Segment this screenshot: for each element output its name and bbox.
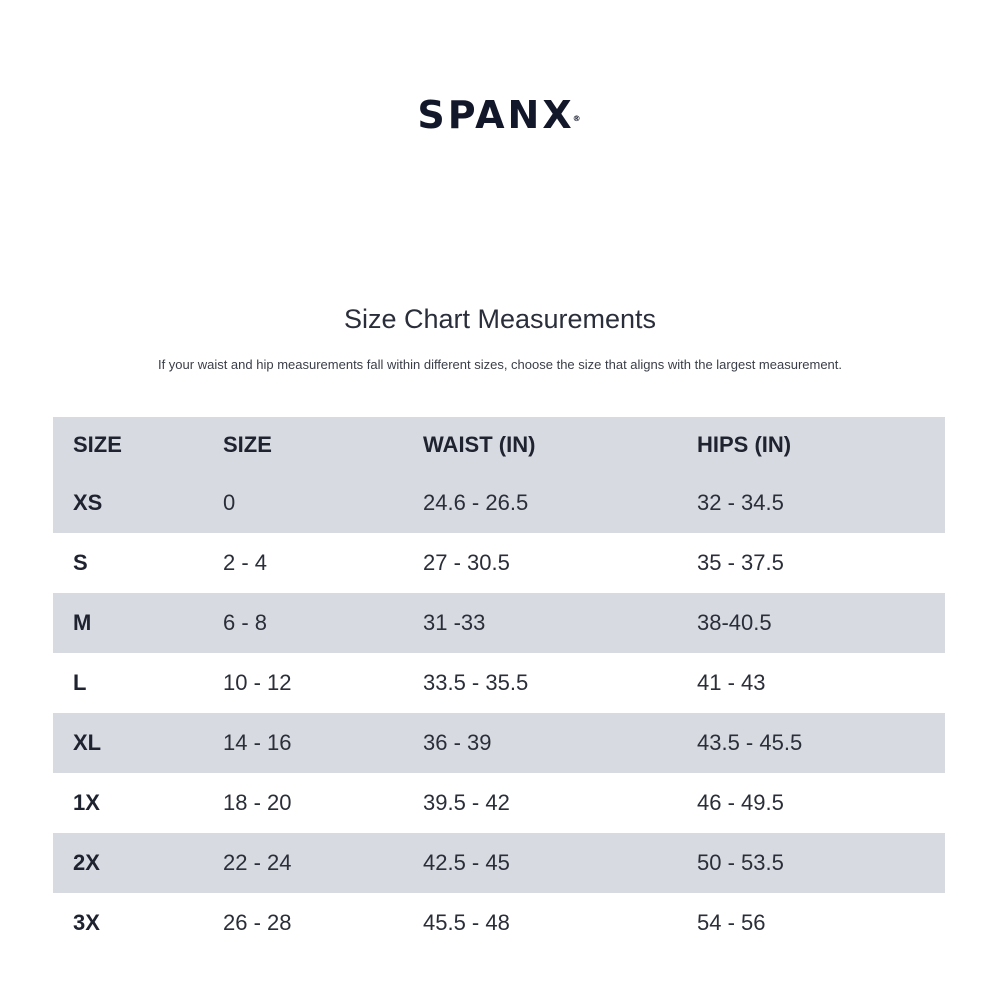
cell-waist: 36 - 39 (423, 730, 492, 755)
table-row (53, 773, 945, 833)
cell-hips: 46 - 49.5 (697, 790, 784, 815)
table-header-row (53, 417, 945, 473)
cell-waist: 27 - 30.5 (423, 550, 510, 575)
header-size-number: SIZE (223, 432, 272, 457)
table-row (53, 833, 945, 893)
cell-waist: 33.5 - 35.5 (423, 670, 529, 695)
cell-size-number: 2 - 4 (223, 550, 268, 575)
header-size-letter: SIZE (73, 432, 122, 457)
cell-hips: 50 - 53.5 (697, 850, 784, 875)
size-chart-table (53, 417, 945, 953)
page-title: Size Chart Measurements (343, 304, 657, 334)
cell-waist: 24.6 - 26.5 (423, 490, 529, 515)
header-hips: HIPS (IN) (697, 432, 792, 457)
cell-waist: 31 -33 (423, 610, 486, 635)
header-waist: WAIST (IN) (423, 432, 536, 457)
registered-mark: ® (572, 114, 581, 123)
table-row (53, 713, 945, 773)
table-row (53, 473, 945, 533)
cell-size-number: 18 - 20 (223, 790, 292, 815)
page-subtitle: If your waist and hip measurements fall within different sizes, choose the size that aligns with the largest measurement. (157, 357, 843, 372)
cell-hips: 32 - 34.5 (697, 490, 784, 515)
table-row (53, 533, 945, 593)
cell-size-letter: XL (73, 730, 102, 755)
cell-size-number: 0 (223, 490, 236, 515)
cell-size-letter: 2X (73, 850, 100, 875)
brand-logo (0, 93, 1000, 137)
cell-waist: 39.5 - 42 (423, 790, 510, 815)
cell-size-letter: M (73, 610, 92, 635)
cell-waist: 45.5 - 48 (423, 910, 510, 935)
cell-waist: 42.5 - 45 (423, 850, 510, 875)
cell-size-letter: XS (73, 490, 103, 515)
cell-size-letter: 3X (73, 910, 100, 935)
cell-hips: 43.5 - 45.5 (697, 730, 803, 755)
brand-name: SPANX (417, 93, 575, 137)
cell-size-number: 6 - 8 (223, 610, 268, 635)
cell-size-letter: L (73, 670, 87, 695)
cell-size-letter: S (73, 550, 88, 575)
cell-hips: 54 - 56 (697, 910, 766, 935)
table-row (53, 893, 945, 953)
table-row (53, 593, 945, 653)
cell-size-number: 10 - 12 (223, 670, 292, 695)
cell-hips: 35 - 37.5 (697, 550, 784, 575)
cell-size-letter: 1X (73, 790, 100, 815)
cell-size-number: 14 - 16 (223, 730, 292, 755)
cell-size-number: 26 - 28 (223, 910, 292, 935)
cell-hips: 38-40.5 (697, 610, 772, 635)
cell-hips: 41 - 43 (697, 670, 766, 695)
cell-size-number: 22 - 24 (223, 850, 292, 875)
table-row (53, 653, 945, 713)
